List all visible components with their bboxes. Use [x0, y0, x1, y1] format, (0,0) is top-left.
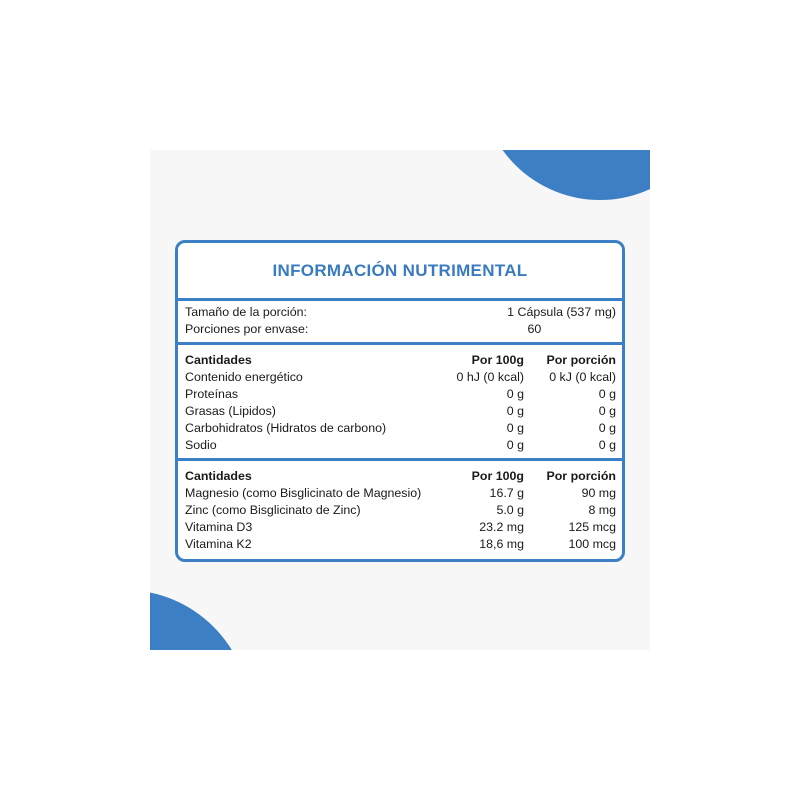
column-header-amounts: Cantidades: [185, 353, 252, 367]
serving-size-value: 1 Cápsula (537 mg): [507, 305, 616, 319]
energy-macros-table: [178, 345, 622, 458]
nutrient-name: Zinc (como Bisglicinato de Zinc): [185, 503, 361, 517]
servings-per-container-label: Porciones por envase:: [185, 322, 309, 336]
nutrient-name: Vitamina D3: [185, 520, 253, 534]
table-row: [185, 485, 616, 502]
per-100g-value: 0 g: [506, 438, 524, 452]
column-header-per-serving: Por porción: [546, 469, 616, 483]
nutrient-name: Proteínas: [185, 387, 239, 401]
per-serving-value: 0 kJ (0 kcal): [549, 370, 616, 384]
column-header-per-serving: Por porción: [546, 353, 616, 367]
per-100g-value: 0 g: [506, 421, 524, 435]
table-row: [185, 420, 616, 437]
table-header-row: [185, 468, 616, 485]
table-header-row: [185, 352, 616, 369]
per-serving-value: 0 g: [598, 404, 616, 418]
nutrient-name: Contenido energético: [185, 370, 303, 384]
column-header-amounts: Cantidades: [185, 469, 252, 483]
serving-size-row: [185, 304, 616, 321]
table-row: [185, 536, 616, 553]
per-serving-value: 0 g: [598, 421, 616, 435]
minerals-vitamins-table: [178, 461, 622, 557]
servings-per-container-row: [185, 321, 616, 338]
nutrient-name: Carbohidratos (Hidratos de carbono): [185, 421, 387, 435]
table-row: [185, 369, 616, 386]
nutrient-name: Grasas (Lipidos): [185, 404, 276, 418]
per-100g-value: 5.0 g: [496, 503, 524, 517]
per-serving-value: 90 mg: [581, 486, 616, 500]
per-100g-value: 0 hJ (0 kcal): [456, 370, 524, 384]
table-row: [185, 437, 616, 454]
column-header-per-100g: Por 100g: [471, 353, 524, 367]
column-header-per-100g: Por 100g: [471, 469, 524, 483]
per-100g-value: 18,6 mg: [479, 537, 524, 551]
per-serving-value: 125 mcg: [568, 520, 616, 534]
panel-title: INFORMACIÓN NUTRIMENTAL: [272, 260, 528, 280]
table-row: [185, 403, 616, 420]
per-serving-value: 100 mcg: [568, 537, 616, 551]
serving-info: [178, 301, 622, 342]
per-100g-value: 0 g: [506, 404, 524, 418]
table-row: [185, 386, 616, 403]
nutrient-name: Magnesio (como Bisglicinato de Magnesio): [185, 486, 422, 500]
nutrient-name: Vitamina K2: [185, 537, 252, 551]
serving-size-label: Tamaño de la porción:: [185, 305, 307, 319]
per-100g-value: 16.7 g: [489, 486, 524, 500]
servings-per-container-value: 60: [527, 322, 542, 336]
table-row: [185, 519, 616, 536]
nutrition-facts-panel: [175, 240, 625, 562]
per-serving-value: 0 g: [598, 438, 616, 452]
per-100g-value: 23.2 mg: [479, 520, 524, 534]
per-serving-value: 8 mg: [588, 503, 616, 517]
per-100g-value: 0 g: [506, 387, 524, 401]
decorative-corner-bottom-left: [150, 590, 250, 650]
nutrient-name: Sodio: [185, 438, 217, 452]
decorative-corner-top-right: [480, 150, 650, 200]
table-row: [185, 502, 616, 519]
per-serving-value: 0 g: [598, 387, 616, 401]
